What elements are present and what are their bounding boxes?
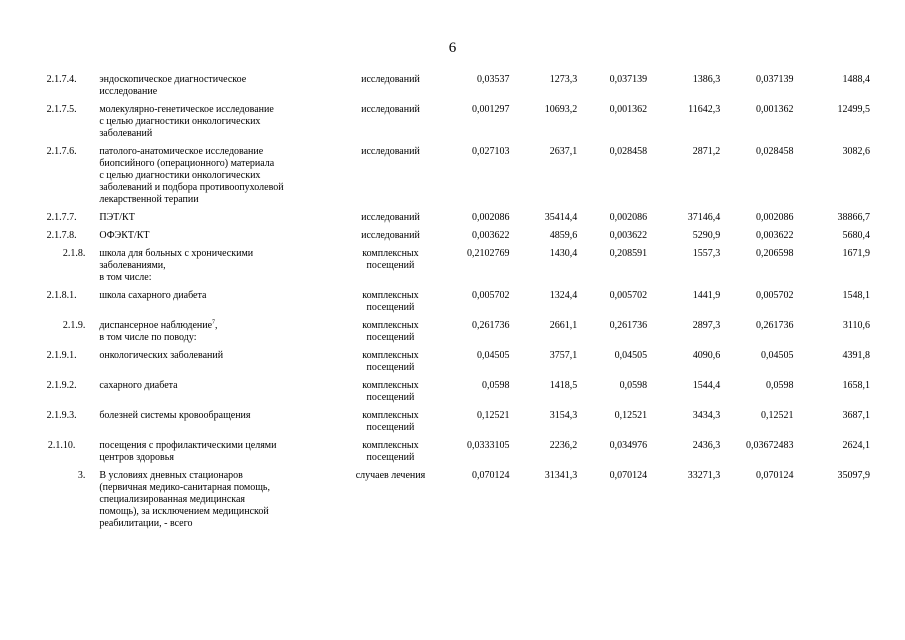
table-row: [30, 248, 870, 290]
row-value-2: 35414,4: [544, 212, 578, 223]
row-value-2: 31341,3: [544, 470, 578, 481]
row-value-1: 0,12521: [477, 410, 510, 421]
row-value-5: 0,12521: [760, 410, 794, 421]
row-value-2: 2661,1: [549, 320, 578, 331]
table-row: [30, 212, 870, 230]
row-code: 2.1.10.: [47, 440, 76, 451]
row-value-6: 1658,1: [842, 380, 870, 391]
row-value-1: 0,2102769: [467, 248, 510, 259]
row-value-3: 0,028458: [609, 146, 648, 157]
row-value-6: 3110,6: [842, 320, 870, 331]
row-value-4: 2871,2: [692, 146, 721, 157]
row-value-6: 5680,4: [842, 230, 870, 241]
row-value-4: 2897,3: [692, 320, 721, 331]
table-row: [30, 410, 870, 440]
row-value-2: 2236,2: [549, 440, 578, 451]
row-value-6: 3687,1: [842, 410, 870, 421]
row-value-3: 0,04505: [614, 350, 648, 361]
row-name: [93, 470, 343, 536]
row-value-5: 0,003622: [755, 230, 794, 241]
row-value-2: 2637,1: [549, 146, 578, 157]
row-value-2: 10693,2: [544, 104, 578, 115]
row-code: 2.1.7.7.: [46, 212, 77, 223]
row-unit: комплексных посещений: [362, 440, 419, 463]
table-row: [30, 146, 870, 212]
row-value-5: 0,206598: [755, 248, 794, 259]
row-name-line: в том числе:: [99, 272, 152, 283]
row-name-line: В условиях дневных стационаров: [99, 470, 243, 481]
row-name-line: с целью диагностики онкологических: [99, 116, 261, 127]
row-value-2: 3154,3: [549, 410, 578, 421]
row-value-2: 1418,5: [549, 380, 578, 391]
row-unit: комплексных посещений: [362, 320, 419, 343]
row-value-4: 3434,3: [692, 410, 721, 421]
row-value-5: 0,001362: [755, 104, 794, 115]
row-name: [93, 230, 343, 248]
row-value-4: 33271,3: [687, 470, 721, 481]
row-name: [93, 410, 343, 440]
row-value-1: 0,261736: [472, 320, 510, 331]
row-name: [93, 350, 343, 380]
row-value-2: 3757,1: [549, 350, 578, 361]
tariff-table: [30, 74, 870, 536]
row-value-5: 0,037139: [755, 74, 794, 85]
row-unit: исследований: [361, 104, 420, 115]
row-code: 2.1.9.3.: [46, 410, 77, 421]
row-name-line: посещения с профилактическими целями: [99, 440, 277, 451]
row-value-5: 0,002086: [755, 212, 794, 223]
row-unit: исследований: [361, 230, 420, 241]
row-name-line: эндоскопическое диагностическое: [99, 74, 247, 85]
row-value-3: 0,034976: [609, 440, 648, 451]
row-name-line: молекулярно-генетическое исследование: [99, 104, 274, 115]
table-row: [30, 74, 870, 104]
row-value-4: 2436,3: [692, 440, 721, 451]
row-value-6: 12499,5: [837, 104, 870, 115]
row-name-line: реабилитации, - всего: [99, 518, 193, 529]
row-name-line: (первичная медико-санитарная помощь,: [99, 482, 270, 493]
row-value-3: 0,0598: [619, 380, 648, 391]
page-number: 6: [448, 40, 457, 56]
row-value-3: 0,261736: [609, 320, 648, 331]
row-value-3: 0,037139: [609, 74, 648, 85]
row-name-line: центров здоровья: [99, 452, 174, 463]
row-unit: комплексных посещений: [362, 380, 419, 403]
table-row: [30, 104, 870, 146]
row-value-3: 0,208591: [609, 248, 648, 259]
row-name: [93, 212, 343, 230]
row-name: [93, 440, 343, 470]
row-value-6: 4391,8: [842, 350, 870, 361]
row-value-4: 4090,6: [692, 350, 721, 361]
row-value-6: 35097,9: [837, 470, 870, 481]
row-value-6: 1488,4: [842, 74, 870, 85]
row-value-4: 1441,9: [692, 290, 721, 301]
row-unit: комплексных посещений: [362, 290, 419, 313]
row-code: 2.1.7.6.: [46, 146, 77, 157]
row-unit: исследований: [361, 146, 420, 157]
row-value-1: 0,03537: [477, 74, 510, 85]
row-value-3: 0,002086: [609, 212, 648, 223]
row-value-2: 1273,3: [549, 74, 578, 85]
row-value-5: 0,03672483: [745, 440, 794, 451]
row-unit: комплексных посещений: [362, 410, 419, 433]
row-name-line: заболеваниями,: [99, 260, 166, 271]
row-unit: комплексных посещений: [362, 248, 419, 271]
row-value-3: 0,003622: [609, 230, 648, 241]
row-name: [93, 320, 343, 350]
row-name-line: исследование: [99, 86, 158, 97]
row-value-4: 1557,3: [692, 248, 721, 259]
row-name: [93, 74, 343, 104]
row-name-line: ОФЭКТ/КТ: [99, 230, 150, 241]
row-code: 2.1.7.4.: [46, 74, 77, 85]
row-name-line: заболеваний: [99, 128, 153, 139]
row-name-line: помощь), за исключением медицинской: [99, 506, 269, 517]
row-value-6: 2624,1: [842, 440, 870, 451]
row-code: 3.: [77, 470, 86, 481]
row-value-5: 0,070124: [755, 470, 794, 481]
row-name-line: с целью диагностики онкологических: [99, 170, 261, 181]
row-value-3: 0,001362: [609, 104, 648, 115]
row-value-1: 0,002086: [472, 212, 510, 223]
row-value-1: 0,04505: [477, 350, 510, 361]
row-name-line: заболеваний и подбора противоопухолевой: [99, 182, 284, 193]
row-value-4: 1544,4: [692, 380, 721, 391]
row-value-5: 0,005702: [755, 290, 794, 301]
row-value-5: 0,04505: [760, 350, 794, 361]
row-code: 2.1.9.2.: [46, 380, 77, 391]
table-row: [30, 290, 870, 320]
row-value-2: 4859,6: [549, 230, 578, 241]
row-name-line: в том числе по поводу:: [99, 332, 197, 343]
row-value-3: 0,12521: [614, 410, 648, 421]
row-value-4: 37146,4: [687, 212, 721, 223]
row-code: 2.1.9.: [62, 320, 86, 331]
row-code: 2.1.9.1.: [46, 350, 77, 361]
footnote-mark: 7: [212, 319, 216, 326]
row-name-line: ПЭТ/КТ: [99, 212, 135, 223]
row-value-1: 0,001297: [472, 104, 510, 115]
table-row: [30, 230, 870, 248]
row-name: [93, 380, 343, 410]
row-code: 2.1.7.8.: [46, 230, 77, 241]
row-value-4: 11642,3: [688, 104, 721, 115]
row-name: [93, 104, 343, 146]
row-name: [93, 290, 343, 320]
row-value-2: 1324,4: [549, 290, 578, 301]
row-name-line: диспансерное наблюдение$^7$,: [99, 319, 218, 331]
row-name-line: сахарного диабета: [99, 380, 178, 391]
row-name-line: специализированная медицинская: [99, 494, 246, 505]
row-unit: случаев лечения: [355, 470, 426, 481]
row-value-5: 0,0598: [765, 380, 794, 391]
row-name-line: школа сахарного диабета: [99, 290, 207, 301]
row-value-6: 38866,7: [837, 212, 870, 223]
row-name-line: биопсийного (операционного) материала: [99, 158, 275, 169]
row-value-1: 0,0598: [482, 380, 510, 391]
row-unit: комплексных посещений: [362, 350, 419, 373]
row-value-1: 0,005702: [472, 290, 510, 301]
row-code: 2.1.7.5.: [46, 104, 77, 115]
row-name-line: болезней системы кровообращения: [99, 410, 251, 421]
row-value-5: 0,261736: [755, 320, 794, 331]
row-value-1: 0,027103: [472, 146, 510, 157]
row-code: 2.1.8.1.: [46, 290, 77, 301]
row-name-line: лекарственной терапии: [99, 194, 199, 205]
row-value-1: 0,003622: [472, 230, 510, 241]
table-row: [30, 440, 870, 470]
row-name-line: патолого-анатомическое исследование: [99, 146, 264, 157]
row-value-6: 1671,9: [842, 248, 870, 259]
table-row: [30, 380, 870, 410]
row-unit: исследований: [361, 74, 420, 85]
row-value-1: 0,0333105: [467, 440, 510, 451]
row-value-2: 1430,4: [549, 248, 578, 259]
row-value-6: 3082,6: [842, 146, 870, 157]
row-unit: исследований: [361, 212, 420, 223]
table-row: [30, 350, 870, 380]
table-row: [30, 470, 870, 536]
row-value-1: 0,070124: [472, 470, 510, 481]
row-value-3: 0,070124: [609, 470, 648, 481]
row-value-4: 1386,3: [692, 74, 721, 85]
row-name: [93, 146, 343, 212]
row-value-5: 0,028458: [755, 146, 794, 157]
row-name: [93, 248, 343, 290]
row-value-6: 1548,1: [842, 290, 870, 301]
row-code: 2.1.8.: [62, 248, 86, 259]
row-value-4: 5290,9: [692, 230, 721, 241]
table-row: [30, 320, 870, 350]
row-name-line: школа для больных с хроническими: [99, 248, 254, 259]
row-value-3: 0,005702: [609, 290, 648, 301]
row-name-line: онкологических заболеваний: [99, 350, 224, 361]
